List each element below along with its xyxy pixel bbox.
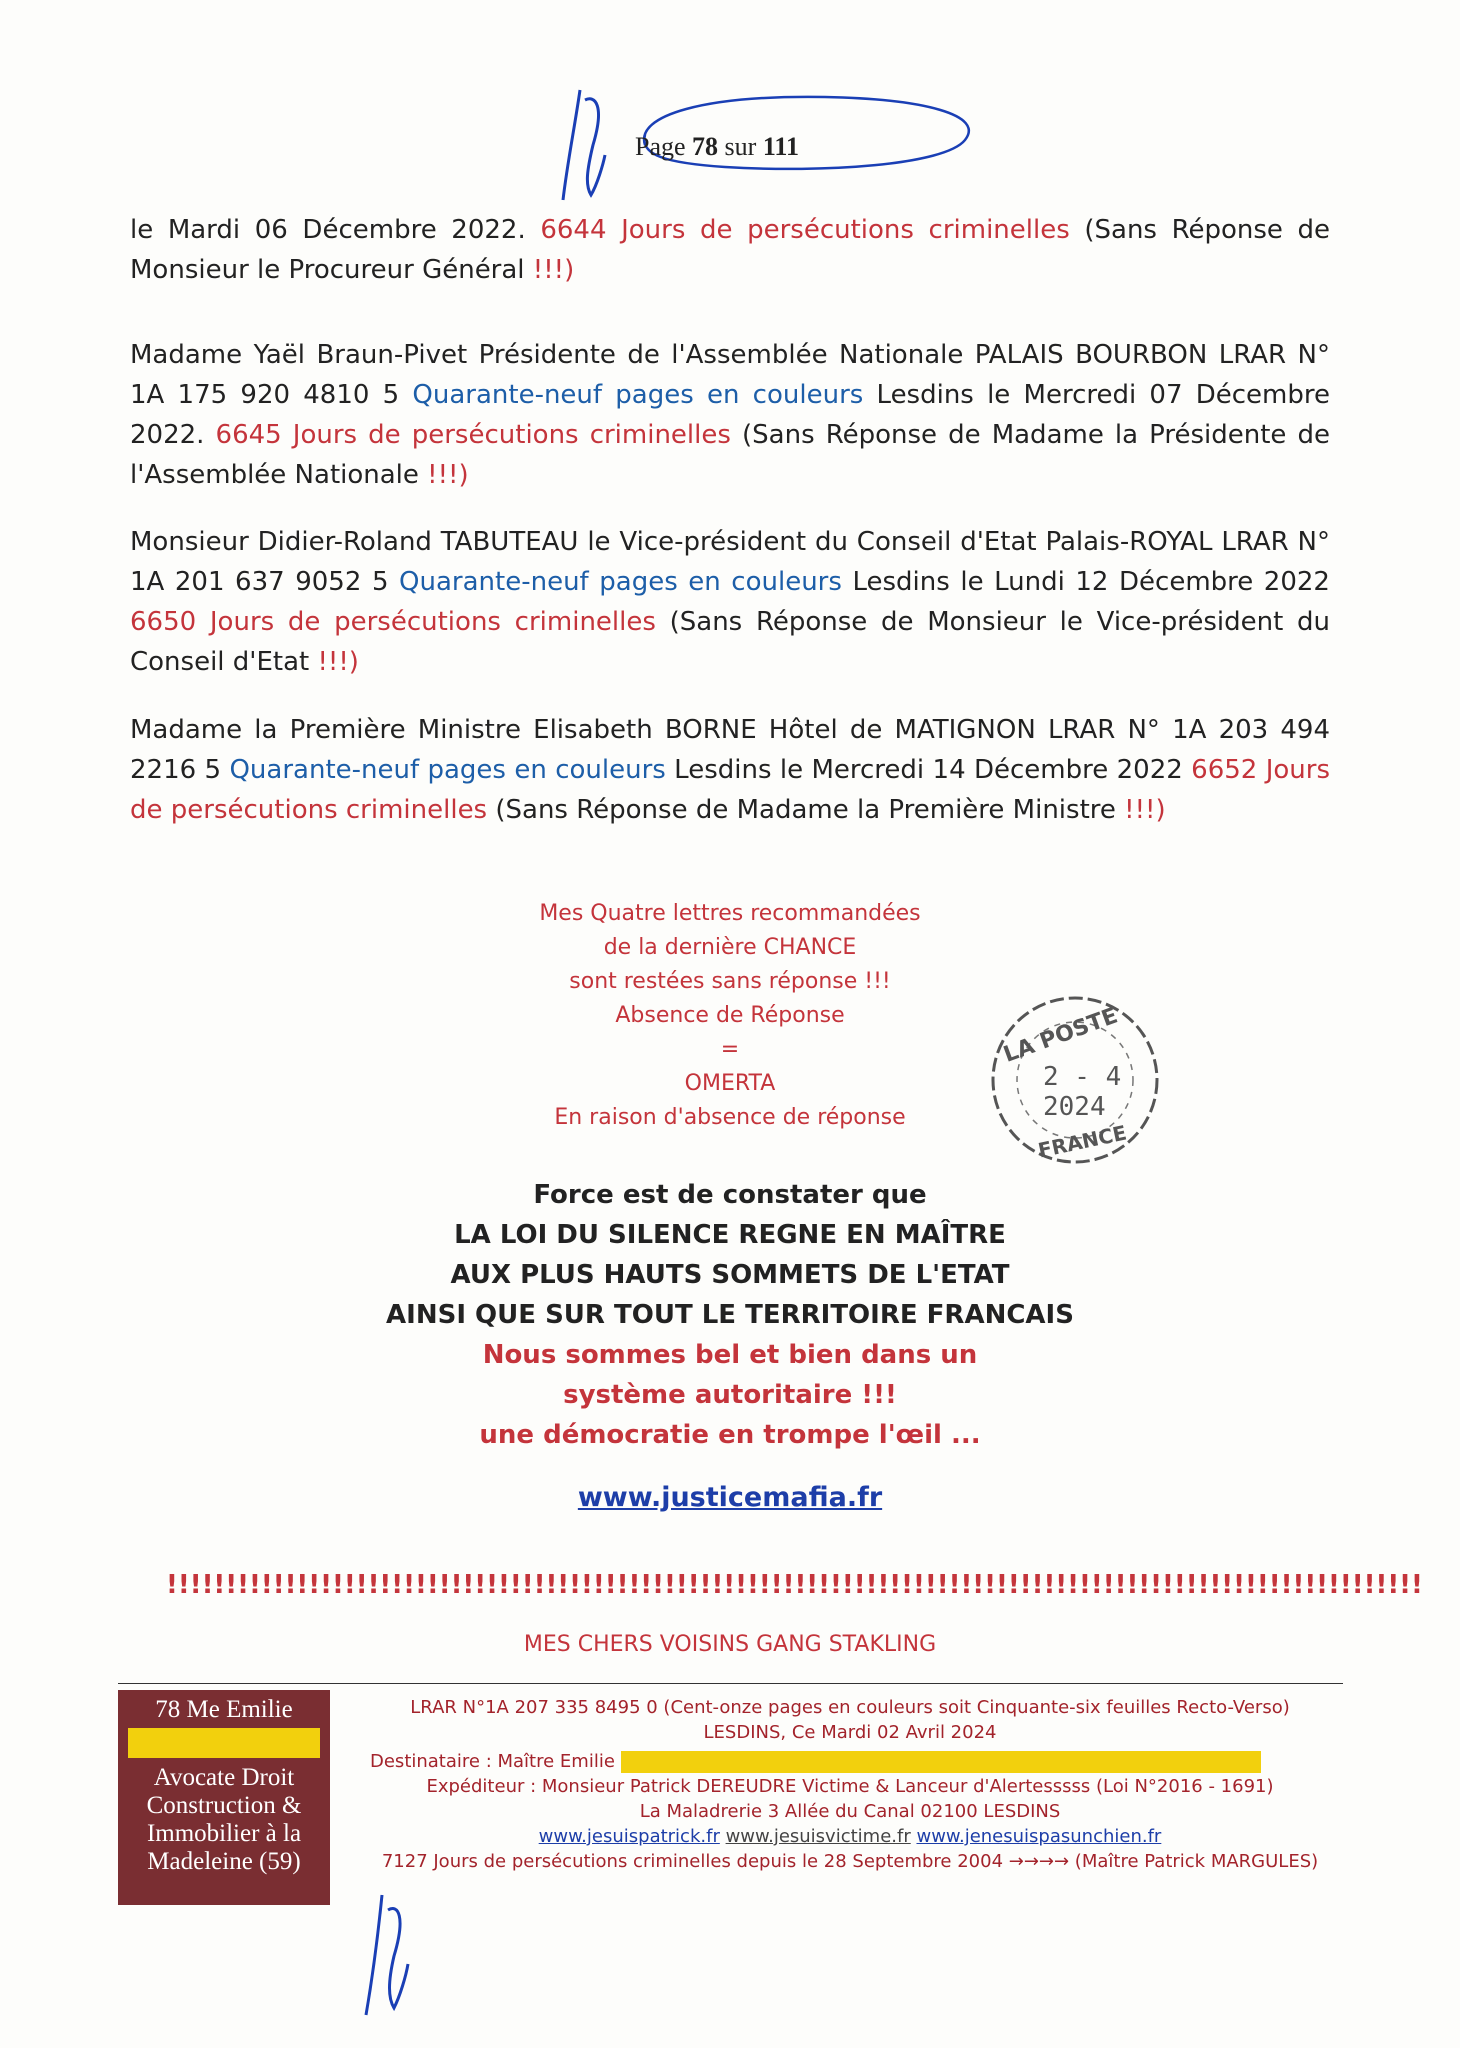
stamp-bottom: FRANCE — [1035, 1120, 1129, 1163]
paragraph-procureur: le Mardi 06 Décembre 2022. 6644 Jours de persécutions criminelles (Sans Réponse de Monsieur le Procureur Général !!!) — [130, 215, 1330, 285]
footer-divider — [118, 1683, 1343, 1684]
page-num: 78 — [692, 132, 719, 161]
site-jenesuispasunchien[interactable]: www.jenesuispasunchien.fr — [916, 1826, 1162, 1847]
notice-block: Mes Quatre lettres recommandées de la dernière CHANCE sont restées sans réponse !!! Absence de Réponse = OMERTA En raison d'absence de réponse — [539, 901, 921, 1130]
page-total: 111 — [762, 132, 799, 161]
stamp-date: 2 - 4 — [1043, 1062, 1122, 1092]
signature-top — [555, 85, 625, 205]
statement-block: Force est de constater que LA LOI DU SILENCE REGNE EN MAÎTRE AUX PLUS HAUTS SOMMETS DE L'ETAT AINSI QUE SUR TOUT LE TERRITOIRE FRANCAIS Nous sommes bel et bien dans un système autoritaire !!! une démocratie en trompe l'œil ... — [386, 1180, 1074, 1450]
stamp-year: 2024 — [1043, 1092, 1106, 1122]
sidebar-highlight — [128, 1728, 320, 1758]
page-sep: sur — [724, 132, 757, 161]
exclamation-line: !!!!!!!!!!!!!!!!!!!!!!!!!!!!!!!!!!!!!!!!!!!!!!!!!!!!!!!!!!!!!!!!!!!!!!!!!!!!!!!!!!!!!!!!!!!!!!!!!!!!!!!!!! — [166, 1570, 1423, 1600]
paragraph-premiere-ministre: Madame la Première Ministre Elisabeth BORNE Hôtel de MATIGNON LRAR N° 1A 203 494 2216 5 Quarante-neuf pages en couleurs Lesdins le Mercredi 14 Décembre 2022 6652 Jours de persécutions criminelles (Sans Réponse de Madame la Première Ministre !!!) — [130, 715, 1330, 825]
gang-title: MES CHERS VOISINS GANG STAKLING — [523, 1632, 937, 1657]
signature-bottom — [360, 1890, 420, 2020]
postmark-stamp — [965, 990, 1185, 1170]
page-label: Page — [635, 132, 686, 161]
page-number — [635, 132, 799, 162]
site-jesuispatrick[interactable]: www.jesuispatrick.fr — [538, 1826, 720, 1847]
site-jesuisvictime[interactable]: www.jesuisvictime.fr — [725, 1826, 911, 1847]
paragraph-assemblee: Madame Yaël Braun-Pivet Présidente de l'Assemblée Nationale PALAIS BOURBON LRAR N° 1A 175 920 4810 5 Quarante-neuf pages en couleurs Lesdins le Mercredi 07 Décembre 2022. 6645 Jours de persécutions criminelles (Sans Réponse de Madame la Présidente de l'Assemblée Nationale !!!) — [130, 340, 1331, 490]
stamp-top: LA POSTE — [1000, 1003, 1122, 1068]
dest-highlight — [621, 1751, 1261, 1773]
website-link[interactable]: www.justicemafia.fr — [577, 1482, 883, 1513]
website-link-block — [0, 1482, 1460, 1513]
footer-block: LRAR N°1A 207 335 8495 0 (Cent-onze pages en couleurs soit Cinquante-six feuilles Recto-Verso) LESDINS, Ce Mardi 02 Avril 2024 Destinataire : Maître Emilie Expéditeur : Monsieur Patrick DEREUDRE Victime & Lanceur d'Alertesssss (Loi N°2016 - 1691) La Maladrerie 3 Allée du Canal 02100 LESDINS www.jesuispatrick.fr www.jesuisvictime.fr www.jenesuispasunchien.fr 7127 Jours de persécutions criminelles depuis le 28 Septembre 2004 →→→→ (Maître Patrick MARGULES) — [370, 1697, 1319, 1872]
paragraph-conseil-etat: Monsieur Didier-Roland TABUTEAU le Vice-président du Conseil d'Etat Palais-ROYAL LRAR N° 1A 201 637 9052 5 Quarante-neuf pages en couleurs Lesdins le Lundi 12 Décembre 2022 6650 Jours de persécutions criminelles (Sans Réponse de Monsieur le Vice-président du Conseil d'Etat !!!) — [130, 527, 1330, 677]
sidebar-recipient: 78 Me Emilie Avocate Droit Construction & Immobilier à la Madeleine (59) — [118, 1690, 330, 1905]
